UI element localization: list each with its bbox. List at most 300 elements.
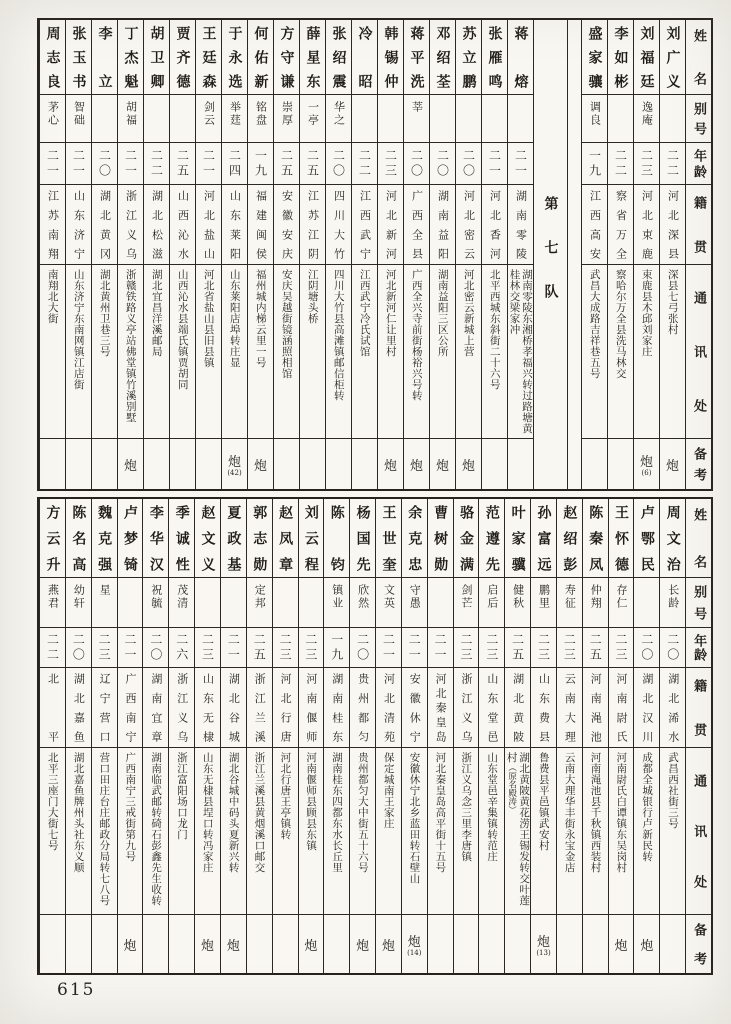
person-name-cell: 李立	[92, 20, 117, 95]
origin-cell: 河北香河	[482, 185, 507, 265]
address-cell: 贵州都匀大中街五十六号	[350, 748, 375, 915]
address-cell: 四川大竹县高滩镇邮信柜转	[326, 265, 351, 439]
age-cell: 一九	[324, 628, 349, 668]
person-name-cell: 周志良	[40, 20, 65, 95]
age-cell: 二三	[273, 628, 298, 668]
header-cell: 别号	[686, 95, 711, 143]
header-cell: 年龄	[686, 628, 711, 668]
age-cell: 一九	[582, 143, 607, 185]
person-column	[481, 20, 507, 489]
origin-cell: 湖北黄冈	[92, 185, 117, 265]
artillery-mark: 炮	[640, 938, 654, 954]
person-column	[504, 499, 530, 973]
alias-cell: 举莛	[222, 95, 247, 143]
person-column	[659, 499, 685, 973]
remark-cell	[299, 915, 324, 973]
person-name-cell: 李如彬	[608, 20, 633, 95]
alias-cell	[508, 95, 533, 143]
remark-cell	[66, 915, 91, 973]
person-name-cell: 卢梦锜	[118, 499, 143, 578]
age-cell: 二二	[608, 143, 633, 185]
alias-cell: 存仁	[609, 578, 634, 628]
age-cell: 二六	[169, 628, 194, 668]
origin-cell: 河南尉氏	[609, 668, 634, 748]
person-name-cell: 季诚性	[169, 499, 194, 578]
person-column	[168, 499, 194, 973]
person-column	[246, 499, 272, 973]
artillery-mark: 炮	[304, 938, 318, 954]
person-name-cell: 方云升	[40, 499, 65, 578]
person-column	[375, 499, 401, 973]
address-cell: 山东无棣县埕口转冯家庄	[195, 748, 220, 915]
origin-cell: 安徽安庆	[274, 185, 299, 265]
alias-cell: 一亭	[300, 95, 325, 143]
remark-cell	[531, 915, 556, 973]
person-name-cell: 张绍震	[326, 20, 351, 95]
age-cell: 二一	[118, 628, 143, 668]
person-name-cell: 曹树勋	[428, 499, 453, 578]
address-cell: 察哈尔万全县洗马林交	[608, 265, 633, 439]
origin-cell: 江西高安	[582, 185, 607, 265]
origin-cell: 湖北嘉鱼	[66, 668, 91, 748]
person-column	[247, 20, 273, 489]
remark-cell	[479, 915, 504, 973]
remark-cell	[634, 439, 659, 489]
remark-cell	[274, 439, 299, 489]
remark-cell	[454, 915, 479, 973]
alias-cell: 鹏里	[531, 578, 556, 628]
origin-cell: 广西南宁	[118, 668, 143, 748]
person-name-cell: 王怀德	[609, 499, 634, 578]
person-column	[478, 499, 504, 973]
artillery-mark: 炮	[123, 938, 137, 954]
alias-cell	[430, 95, 455, 143]
address-cell: 浙江富阳场口龙门	[169, 748, 194, 915]
alias-cell: 文英	[376, 578, 401, 628]
origin-cell: 福建闽侯	[248, 185, 273, 265]
address-cell: 江阴塘头桥	[300, 265, 325, 439]
origin-cell: 察省万全	[608, 185, 633, 265]
age-cell: 二三	[531, 628, 556, 668]
age-cell: 二五	[505, 628, 530, 668]
person-name-cell: 胡卫卿	[144, 20, 169, 95]
address-cell: 福州城内梯云里一号	[248, 265, 273, 439]
header-cell: 籍贯	[686, 668, 711, 748]
origin-cell: 山东济宁	[66, 185, 91, 265]
origin-cell: 河北清苑	[376, 668, 401, 748]
person-column	[607, 20, 633, 489]
origin-cell: 河北秦皇岛	[428, 668, 453, 748]
person-name-cell: 方守谦	[274, 20, 299, 95]
origin-cell: 河北密云	[456, 185, 481, 265]
alias-cell	[660, 95, 685, 143]
age-cell: 二〇	[66, 628, 91, 668]
header-cell: 通讯处	[686, 265, 711, 439]
remark-cell	[40, 915, 65, 973]
age-cell: 二一	[402, 628, 427, 668]
artillery-mark: 炮	[227, 455, 241, 470]
address-cell: 云南大理华丰街永宝金店	[557, 748, 582, 915]
person-column	[530, 499, 556, 973]
age-cell: 二五	[170, 143, 195, 185]
remark-cell	[352, 439, 377, 489]
alias-cell	[144, 95, 169, 143]
age-cell: 二三	[299, 628, 324, 668]
alias-cell	[378, 95, 403, 143]
person-column	[117, 499, 143, 973]
origin-cell: 河北深县	[660, 185, 685, 265]
header-cell: 姓名	[686, 20, 711, 95]
person-column	[195, 20, 221, 489]
person-column	[507, 20, 533, 489]
header-cell: 籍贯	[686, 185, 711, 265]
person-name-cell: 何佑新	[248, 20, 273, 95]
origin-cell: 湖北黄陂	[505, 668, 530, 748]
person-name-cell: 夏政基	[221, 499, 246, 578]
address-cell: 湖北宜昌洋溪邮局	[144, 265, 169, 439]
age-cell: 二〇	[143, 628, 168, 668]
person-name-cell: 刘广义	[660, 20, 685, 95]
header-column	[685, 20, 711, 489]
age-cell: 二三	[557, 628, 582, 668]
address-cell: 河南渑池县千秋镇西装村	[583, 748, 608, 915]
alias-cell: 寿征	[557, 578, 582, 628]
origin-cell: 湖北谷城	[221, 668, 246, 748]
header-cell: 通讯处	[686, 748, 711, 915]
address-cell: 湖南桂东四都东水长丘里	[324, 748, 349, 915]
age-cell: 二一	[482, 143, 507, 185]
header-cell: 备考	[691, 923, 707, 965]
origin-cell: 湖南宜章	[143, 668, 168, 748]
person-name-cell: 郭志勋	[247, 499, 272, 578]
remark-cell	[92, 439, 117, 489]
artillery-mark: 炮	[407, 935, 421, 950]
address-cell: 山东堂邑辛集镇转范庄	[479, 748, 504, 915]
person-column	[377, 20, 403, 489]
address-cell: 鲁费县平邑镇武安村	[531, 748, 556, 915]
origin-cell: 北平	[40, 668, 65, 748]
origin-cell: 浙江义乌	[118, 185, 143, 265]
age-cell: 二一	[40, 143, 65, 185]
address-cell: 南翔北大街	[40, 265, 65, 439]
address-cell: 湖南益阳三区公所	[430, 265, 455, 439]
origin-cell: 浙江义乌	[454, 668, 479, 748]
person-name-cell: 余克忠	[402, 499, 427, 578]
alias-cell: 定邦	[247, 578, 272, 628]
header-cell: 备考	[691, 447, 706, 481]
address-cell: 河南尉氏白谭镇东吴岗村	[609, 748, 634, 915]
person-name-cell: 魏克强	[92, 499, 117, 578]
person-column	[117, 20, 143, 489]
person-column	[349, 499, 375, 973]
origin-cell: 河北束鹿	[634, 185, 659, 265]
alias-cell: 逸庵	[634, 95, 659, 143]
origin-cell: 河北盐山	[196, 185, 221, 265]
alias-cell: 莘	[404, 95, 429, 143]
remark-cell	[40, 439, 65, 489]
person-column	[65, 20, 91, 489]
address-cell: 河北密云新城上营	[456, 265, 481, 439]
origin-cell: 湖北浠水	[660, 668, 685, 748]
origin-cell: 云南大理	[557, 668, 582, 748]
alias-cell: 胡福	[118, 95, 143, 143]
address-cell: 浙江义乌念三里李唐镇	[454, 748, 479, 915]
origin-cell: 湖南益阳	[430, 185, 455, 265]
age-cell: 二〇	[326, 143, 351, 185]
age-cell: 二〇	[634, 628, 659, 668]
remark-cell	[456, 439, 481, 489]
person-column	[194, 499, 220, 973]
alias-cell: 启后	[479, 578, 504, 628]
person-name-cell: 陈钧	[324, 499, 349, 578]
alias-cell: 镇业	[324, 578, 349, 628]
remark-cell	[92, 915, 117, 973]
age-cell: 二一	[221, 628, 246, 668]
remark-cell	[482, 439, 507, 489]
remark-cell	[660, 439, 685, 489]
address-cell: 山东济宁东南网镇江店街	[66, 265, 91, 439]
address-cell: 深县七弓张村	[660, 265, 685, 439]
alias-cell: 智础	[66, 95, 91, 143]
alias-cell: 崇厚	[274, 95, 299, 143]
address-cell: 广西南宁三戒街第九号	[118, 748, 143, 915]
queue-label: 第七队	[542, 196, 559, 328]
person-name-cell: 王世奎	[376, 499, 401, 578]
alias-cell: 华之	[326, 95, 351, 143]
person-column	[142, 499, 168, 973]
person-column	[453, 499, 479, 973]
origin-cell: 河南渑池	[583, 668, 608, 748]
person-name-cell: 于永选	[222, 20, 247, 95]
person-name-cell: 薛星东	[300, 20, 325, 95]
remark-cell	[247, 915, 272, 973]
age-cell: 二五	[583, 628, 608, 668]
remark-cell	[118, 439, 143, 489]
age-cell: 二三	[195, 628, 220, 668]
person-name-cell: 陈名高	[66, 499, 91, 578]
alias-cell: 健秋	[505, 578, 530, 628]
origin-cell: 江苏南翔	[40, 185, 65, 265]
address-cell: 河北新河仁让里村	[378, 265, 403, 439]
remark-cell	[326, 439, 351, 489]
artillery-mark: 炮	[226, 938, 240, 954]
alias-cell: 调良	[582, 95, 607, 143]
artillery-mark: 炮	[537, 935, 551, 950]
person-column	[65, 499, 91, 973]
age-cell: 二四	[222, 143, 247, 185]
header-cell: 姓名	[686, 499, 711, 578]
person-name-cell: 刘福廷	[634, 20, 659, 95]
remark-cell	[402, 915, 427, 973]
remark-cell	[66, 439, 91, 489]
remark-footnote: (13)	[536, 949, 551, 957]
person-name-cell: 蒋熔	[508, 20, 533, 95]
person-column	[91, 20, 117, 489]
address-cell: 湖南临武邮转碕石彭鑫先生收转	[143, 748, 168, 915]
person-name-cell: 丁杰魁	[118, 20, 143, 95]
address-cell: 河北行唐王亭镇转	[273, 748, 298, 915]
origin-cell: 河南偃师	[299, 668, 324, 748]
remark-cell	[144, 439, 169, 489]
person-column	[427, 499, 453, 973]
person-name-cell: 贾齐德	[170, 20, 195, 95]
person-name-cell: 冷昭	[352, 20, 377, 95]
origin-cell: 山西沁水	[170, 185, 195, 265]
roster-table-upper	[37, 18, 713, 491]
address-cell: 河南偃师县顾县东镇	[299, 748, 324, 915]
alias-cell: 祝毓	[143, 578, 168, 628]
address-cell: 湖南零陵东湘桥孝福兴转过路塘黄桂林交梁家冲	[508, 265, 533, 439]
page-number: 615	[57, 980, 96, 1000]
person-column	[143, 20, 169, 489]
alias-cell: 欣然	[350, 578, 375, 628]
alias-cell: 守愚	[402, 578, 427, 628]
origin-cell: 浙江兰溪	[247, 668, 272, 748]
artillery-mark: 炮	[614, 938, 628, 954]
origin-cell: 江苏江阴	[300, 185, 325, 265]
person-column	[325, 20, 351, 489]
address-cell: 山西沁水县端氏镇贾胡同	[170, 265, 195, 439]
age-cell: 一九	[248, 143, 273, 185]
artillery-mark: 炮	[665, 458, 679, 474]
person-column	[582, 499, 608, 973]
origin-cell: 湖北汉川	[634, 668, 659, 748]
person-column	[299, 20, 325, 489]
alias-cell: 长龄	[660, 578, 685, 628]
alias-cell: 幼轩	[66, 578, 91, 628]
age-cell: 二一	[66, 143, 91, 185]
artillery-mark: 炮	[381, 938, 395, 954]
person-column	[220, 499, 246, 973]
address-cell: 成都全城银行卢新民转	[634, 748, 659, 915]
address-cell: 湖北黄陂黄花涝王锡发转交叶莲村（原名殿涛）	[505, 748, 530, 915]
person-name-cell: 张雁鸣	[482, 20, 507, 95]
person-name-cell: 叶家骥	[505, 499, 530, 578]
alias-cell	[428, 578, 453, 628]
origin-cell: 湖北松滋	[144, 185, 169, 265]
remark-cell	[196, 439, 221, 489]
person-name-cell: 赵文义	[195, 499, 220, 578]
origin-cell: 湖南桂东	[324, 668, 349, 748]
address-cell: 营口田庄台庄邮政分局转七八号	[92, 748, 117, 915]
age-cell: 二一	[508, 143, 533, 185]
person-column	[272, 499, 298, 973]
address-cell: 安庆吴越街镜涵照相馆	[274, 265, 299, 439]
age-cell: 二三	[378, 143, 403, 185]
age-cell: 二五	[247, 628, 272, 668]
age-cell: 二一	[196, 143, 221, 185]
age-cell: 二一	[376, 628, 401, 668]
remark-cell	[634, 915, 659, 973]
age-cell: 二三	[454, 628, 479, 668]
artillery-mark: 炮	[461, 458, 475, 474]
person-column	[323, 499, 349, 973]
person-column	[403, 20, 429, 489]
origin-cell: 广西全县	[404, 185, 429, 265]
remark-cell	[428, 915, 453, 973]
person-name-cell: 王廷森	[196, 20, 221, 95]
age-cell: 二〇	[660, 628, 685, 668]
age-cell: 二〇	[92, 143, 117, 185]
header-cell: 年龄	[686, 143, 711, 185]
remark-cell	[583, 915, 608, 973]
address-cell: 浙江兰溪县黄烟溪口邮交	[247, 748, 272, 915]
remark-cell	[508, 439, 533, 489]
alias-cell	[170, 95, 195, 143]
person-column	[39, 20, 65, 489]
remark-footnote: (42)	[227, 469, 242, 477]
alias-cell	[92, 95, 117, 143]
origin-cell: 贵州都匀	[350, 668, 375, 748]
person-name-cell: 杨国先	[350, 499, 375, 578]
age-cell: 二二	[660, 143, 685, 185]
alias-cell: 仲翔	[583, 578, 608, 628]
origin-cell: 四川大竹	[326, 185, 351, 265]
person-name-cell: 骆金满	[454, 499, 479, 578]
address-cell: 北平西城东斜街二十六号	[482, 265, 507, 439]
origin-cell: 安徽休宁	[402, 668, 427, 748]
remark-cell	[378, 439, 403, 489]
address-cell: 安徽休宁北乡蓝田转石壁山	[402, 748, 427, 915]
remark-cell	[324, 915, 349, 973]
queue-label-column	[533, 20, 567, 489]
person-column	[556, 499, 582, 973]
person-name-cell: 范遵先	[479, 499, 504, 578]
age-cell: 二三	[92, 628, 117, 668]
origin-cell: 山东莱阳	[222, 185, 247, 265]
address-cell: 山东莱阳店埠转庄显	[222, 265, 247, 439]
person-name-cell: 韩锡仲	[378, 20, 403, 95]
person-column	[401, 499, 427, 973]
person-name-cell: 赵绍彭	[557, 499, 582, 578]
roster-table-lower	[37, 497, 713, 975]
person-column	[659, 20, 685, 489]
artillery-mark: 炮	[201, 938, 215, 954]
person-name-cell: 盛家骧	[582, 20, 607, 95]
address-note: （原名殿涛）	[506, 763, 517, 814]
person-name-cell: 卢鄂民	[634, 499, 659, 578]
person-column	[351, 20, 377, 489]
person-name-cell: 张玉书	[66, 20, 91, 95]
age-cell: 二三	[609, 628, 634, 668]
remark-cell	[582, 439, 607, 489]
alias-cell	[352, 95, 377, 143]
remark-cell	[557, 915, 582, 973]
artillery-mark: 炮	[409, 458, 423, 474]
address-cell: 束鹿县木邱刘家庄	[634, 265, 659, 439]
person-column	[633, 20, 659, 489]
age-cell: 二三	[634, 143, 659, 185]
origin-cell: 河北新河	[378, 185, 403, 265]
remark-cell	[505, 915, 530, 973]
address-cell: 武昌大成路吉祥巷五号	[582, 265, 607, 439]
remark-cell	[350, 915, 375, 973]
age-cell: 二一	[428, 628, 453, 668]
alias-cell	[482, 95, 507, 143]
alias-cell	[118, 578, 143, 628]
origin-cell: 江西武宁	[352, 185, 377, 265]
alias-cell	[634, 578, 659, 628]
alias-cell: 茅心	[40, 95, 65, 143]
address-cell: 广西全兴寺前街杨裕兴号转	[404, 265, 429, 439]
origin-cell: 山东堂邑	[479, 668, 504, 748]
alias-cell	[273, 578, 298, 628]
alias-cell: 剑云	[196, 95, 221, 143]
remark-cell	[221, 915, 246, 973]
person-column	[608, 499, 634, 973]
origin-cell: 湖南零陵	[508, 185, 533, 265]
artillery-mark: 炮	[639, 455, 653, 470]
